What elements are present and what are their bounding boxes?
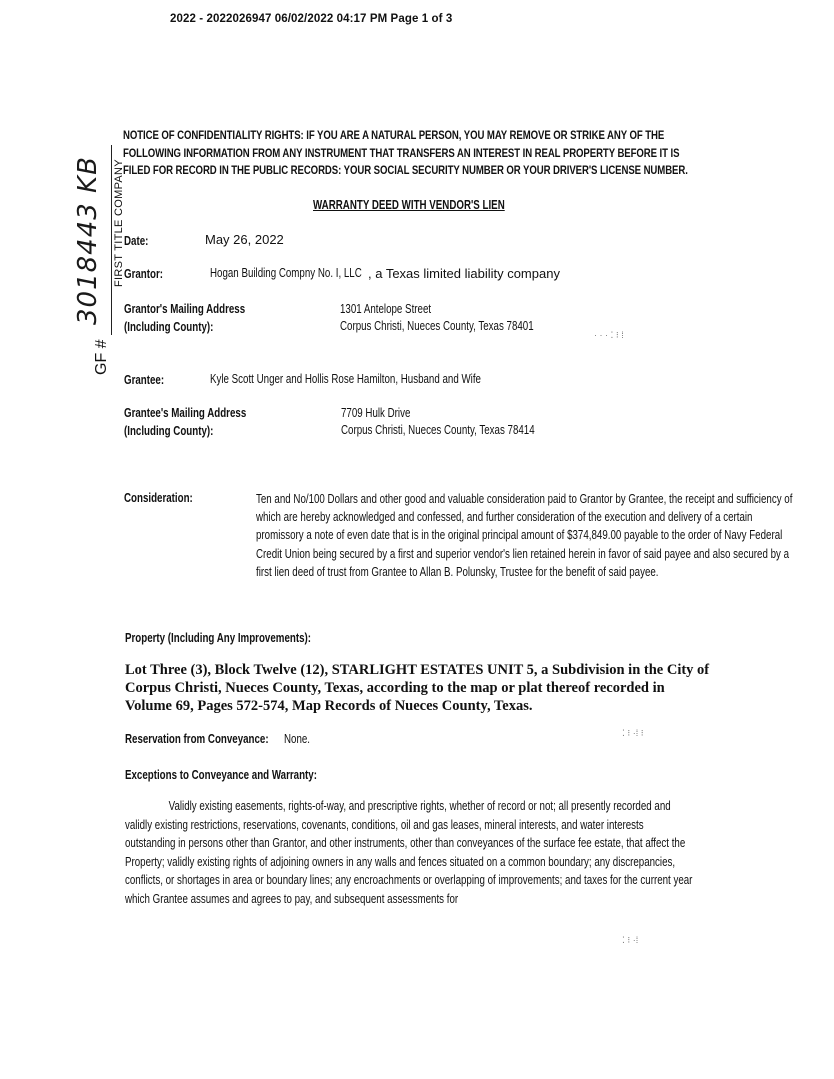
grantee-city-state-zip: Corpus Christi, Nueces County, Texas 78414 [341,423,535,437]
document-title: WARRANTY DEED WITH VENDOR'S LIEN [313,198,505,212]
consideration-paragraph: Ten and No/100 Dollars and other good and valuable consideration paid to Grantor by Grantee, the receipt and sufficiency of which are hereby acknowledged and confessed, and further consideration of the execution and delivery of a certain promissory a note of even date that is in the original principal amount of $374,849.00 payable to the order of Navy Federal Credit Union being secured by a first and superior vendor's lien retained herein in favor of said payee and also secured by a first lien deed of trust from Grantee to Allan B. Polunsky, Trustee for the benefit of said payee. [256,492,793,579]
legal-description: Lot Three (3), Block Twelve (12), STARLIGHT ESTATES UNIT 5, a Subdivision in the City of Corpus Christi, Nueces County, Texas, according to the map or plat thereof recorded in Volume 69, Pages 572-574, Map Records of Nueces County, Texas. [125,662,710,714]
grantee-county-label: (Including County): [124,424,214,438]
property-heading: Property (Including Any Improvements): [125,631,311,645]
grantee-street: 7709 Hulk Drive [341,406,411,420]
grantor-address-label: Grantor's Mailing Address [124,302,246,316]
scan-specks: ⁚ ⁝ ·⁞ [622,935,639,945]
exceptions-text [125,797,693,908]
grantor-city-state-zip: Corpus Christi, Nueces County, Texas 78401 [340,319,534,333]
gf-label: GF # [93,339,110,375]
confidentiality-notice: NOTICE OF CONFIDENTIALITY RIGHTS: IF YOU ARE A NATURAL PERSON, YOU MAY REMOVE OR STRIKE ANY OF THE FOLLOWING INFORMATION FROM ANY INSTRUMENT THAT TRANSFERS AN INTEREST IN REAL PROPERTY BEFORE IT IS FILED FOR RECORD IN THE PUBLIC RECORDS: YOUR SOCIAL SECURITY NUMBER OR YOUR DRIVER'S LICENSE NUMBER. [123,128,688,177]
date-value: May 26, 2022 [205,232,284,247]
grantee-names: Kyle Scott Unger and Hollis Rose Hamilton, Husband and Wife [210,372,481,386]
reservation-label: Reservation from Conveyance: [125,732,269,746]
grantor-county-label: (Including County): [124,320,214,334]
scan-specks: ⁚ ⁝ ·⁞ ⁝ [622,728,644,738]
consideration-label: Consideration: [124,491,193,505]
grantor-label: Grantor: [124,267,163,281]
recording-stamp: 2022 - 2022026947 06/02/2022 04:17 PM Page 1 of 3 [170,13,453,25]
exceptions-heading: Exceptions to Conveyance and Warranty: [125,768,317,782]
grantee-address-label: Grantee's Mailing Address [124,406,247,420]
grantor-entity-type: , a Texas limited liability company [368,266,560,281]
gf-side-stamp [73,145,143,375]
grantee-label: Grantee: [124,373,165,387]
consideration-text [256,490,793,581]
scan-specks: · · · ⁚ ⁝ ⁞ [594,330,624,340]
exceptions-paragraph: Validly existing easements, rights-of-way, and prescriptive rights, whether of record or not; all presently recorded and validly existing restrictions, reservations, covenants, conditions, oil and gas leases, mineral interests, and water interests outstanding in persons other than Grantor, and other instruments, other than conveyances of the surface fee estate, that affect the Property; validly existing rights of adjoining owners in any walls and fences situated on a common boundary; any discrepancies, conflicts, or shortages in area or boundary lines; any encroachments or overlapping of improvements; and taxes for the current year which Grantee assumes and agrees to pay, and subsequent assessments for [125,799,693,906]
grantor-name: Hogan Building Compny No. I, LLC [210,266,362,280]
gf-number-handwritten: 3018443 KB [73,156,103,325]
reservation-value: None. [284,732,311,746]
title-company-name: FIRST TITLE COMPANY [113,159,125,287]
date-label: Date: [124,234,149,248]
gf-underline [111,145,112,335]
grantor-street: 1301 Antelope Street [340,302,432,316]
